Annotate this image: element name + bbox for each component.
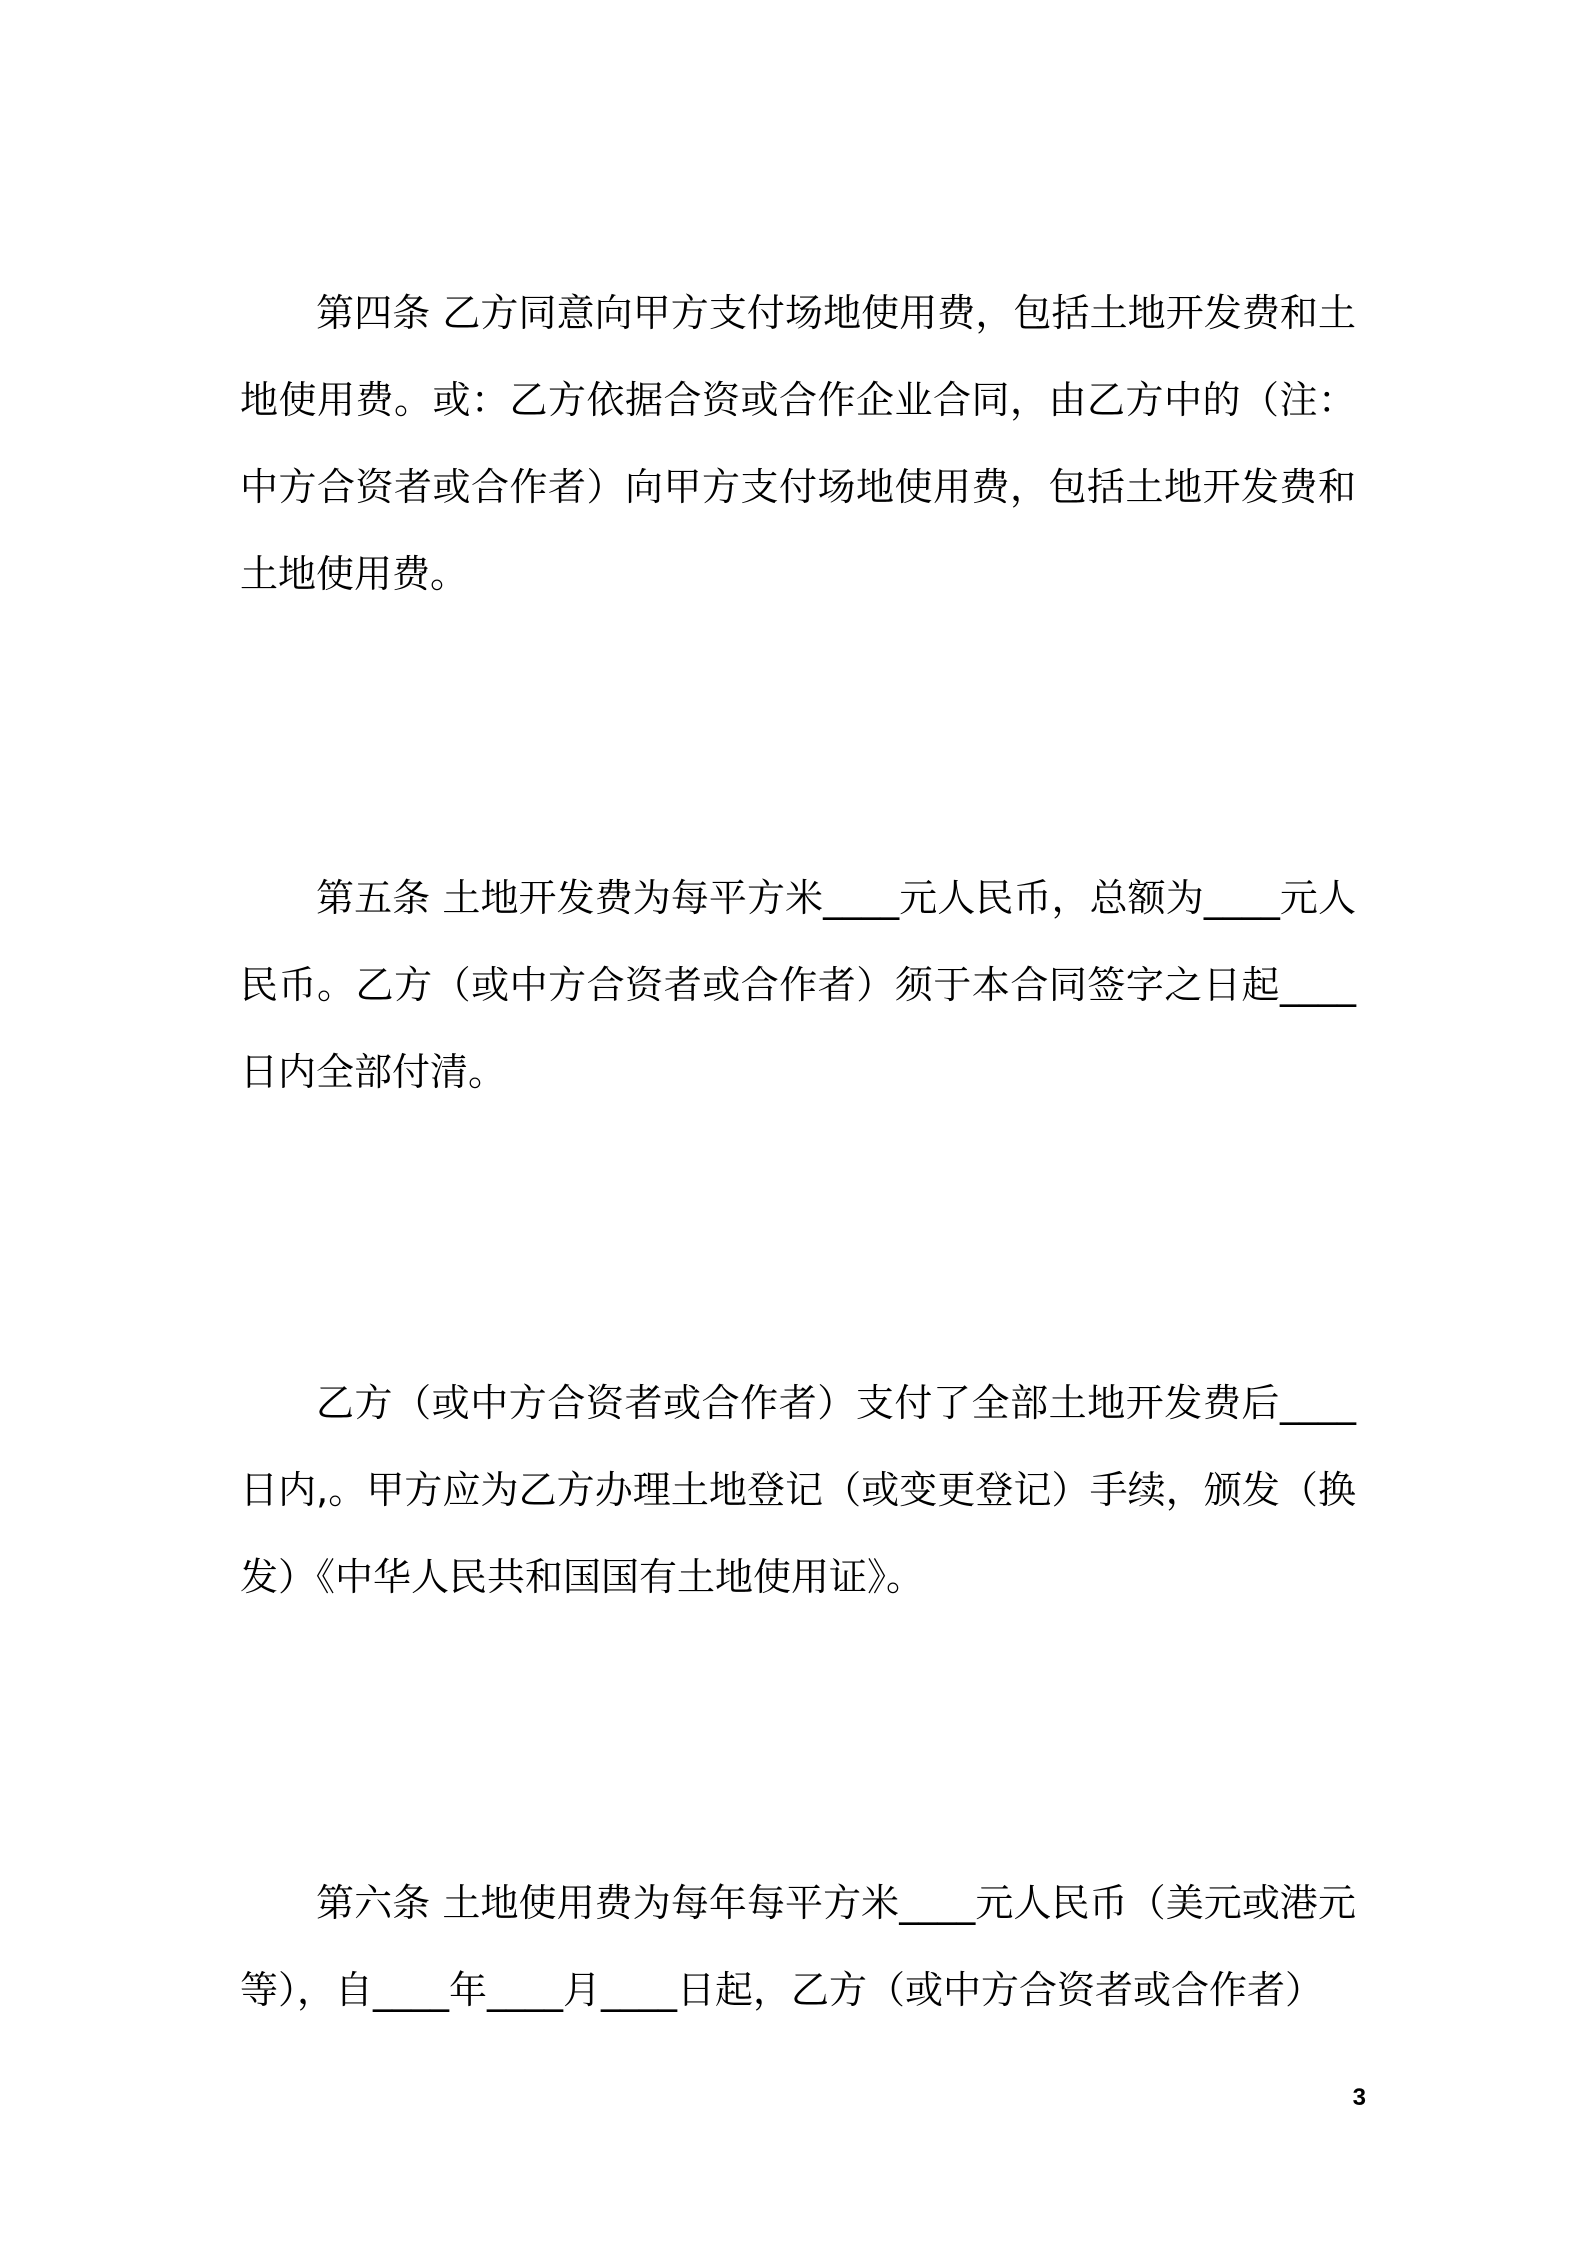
paragraph-land-registration: 乙方（或中方合资者或合作者）支付了全部土地开发费后____日内,。甲方应为乙方办理土地登记（或变更登记）手续，颁发（换发）《中华人民共和国国有土地使用证》。 (240, 1381, 1356, 1599)
paragraph-article-5: 第五条 土地开发费为每平方米____元人民币，总额为____元人民币。乙方（或中方合资者或合作者）须于本合同签字之日起____日内全部付清。 (240, 876, 1356, 1094)
paragraph-article-6: 第六条 土地使用费为每年每平方米____元人民币（美元或港元等），自____年____月____日起，乙方（或中方合资者或合作者） (240, 1881, 1356, 2012)
page-number: 3 (1352, 2084, 1366, 2111)
paragraph-article-4: 第四条 乙方同意向甲方支付场地使用费，包括土地开发费和土地使用费。或：乙方依据合资或合作企业合同，由乙方中的（注：中方合资者或合作者）向甲方支付场地使用费，包括土地开发费和土地使用费。 (240, 291, 1356, 596)
